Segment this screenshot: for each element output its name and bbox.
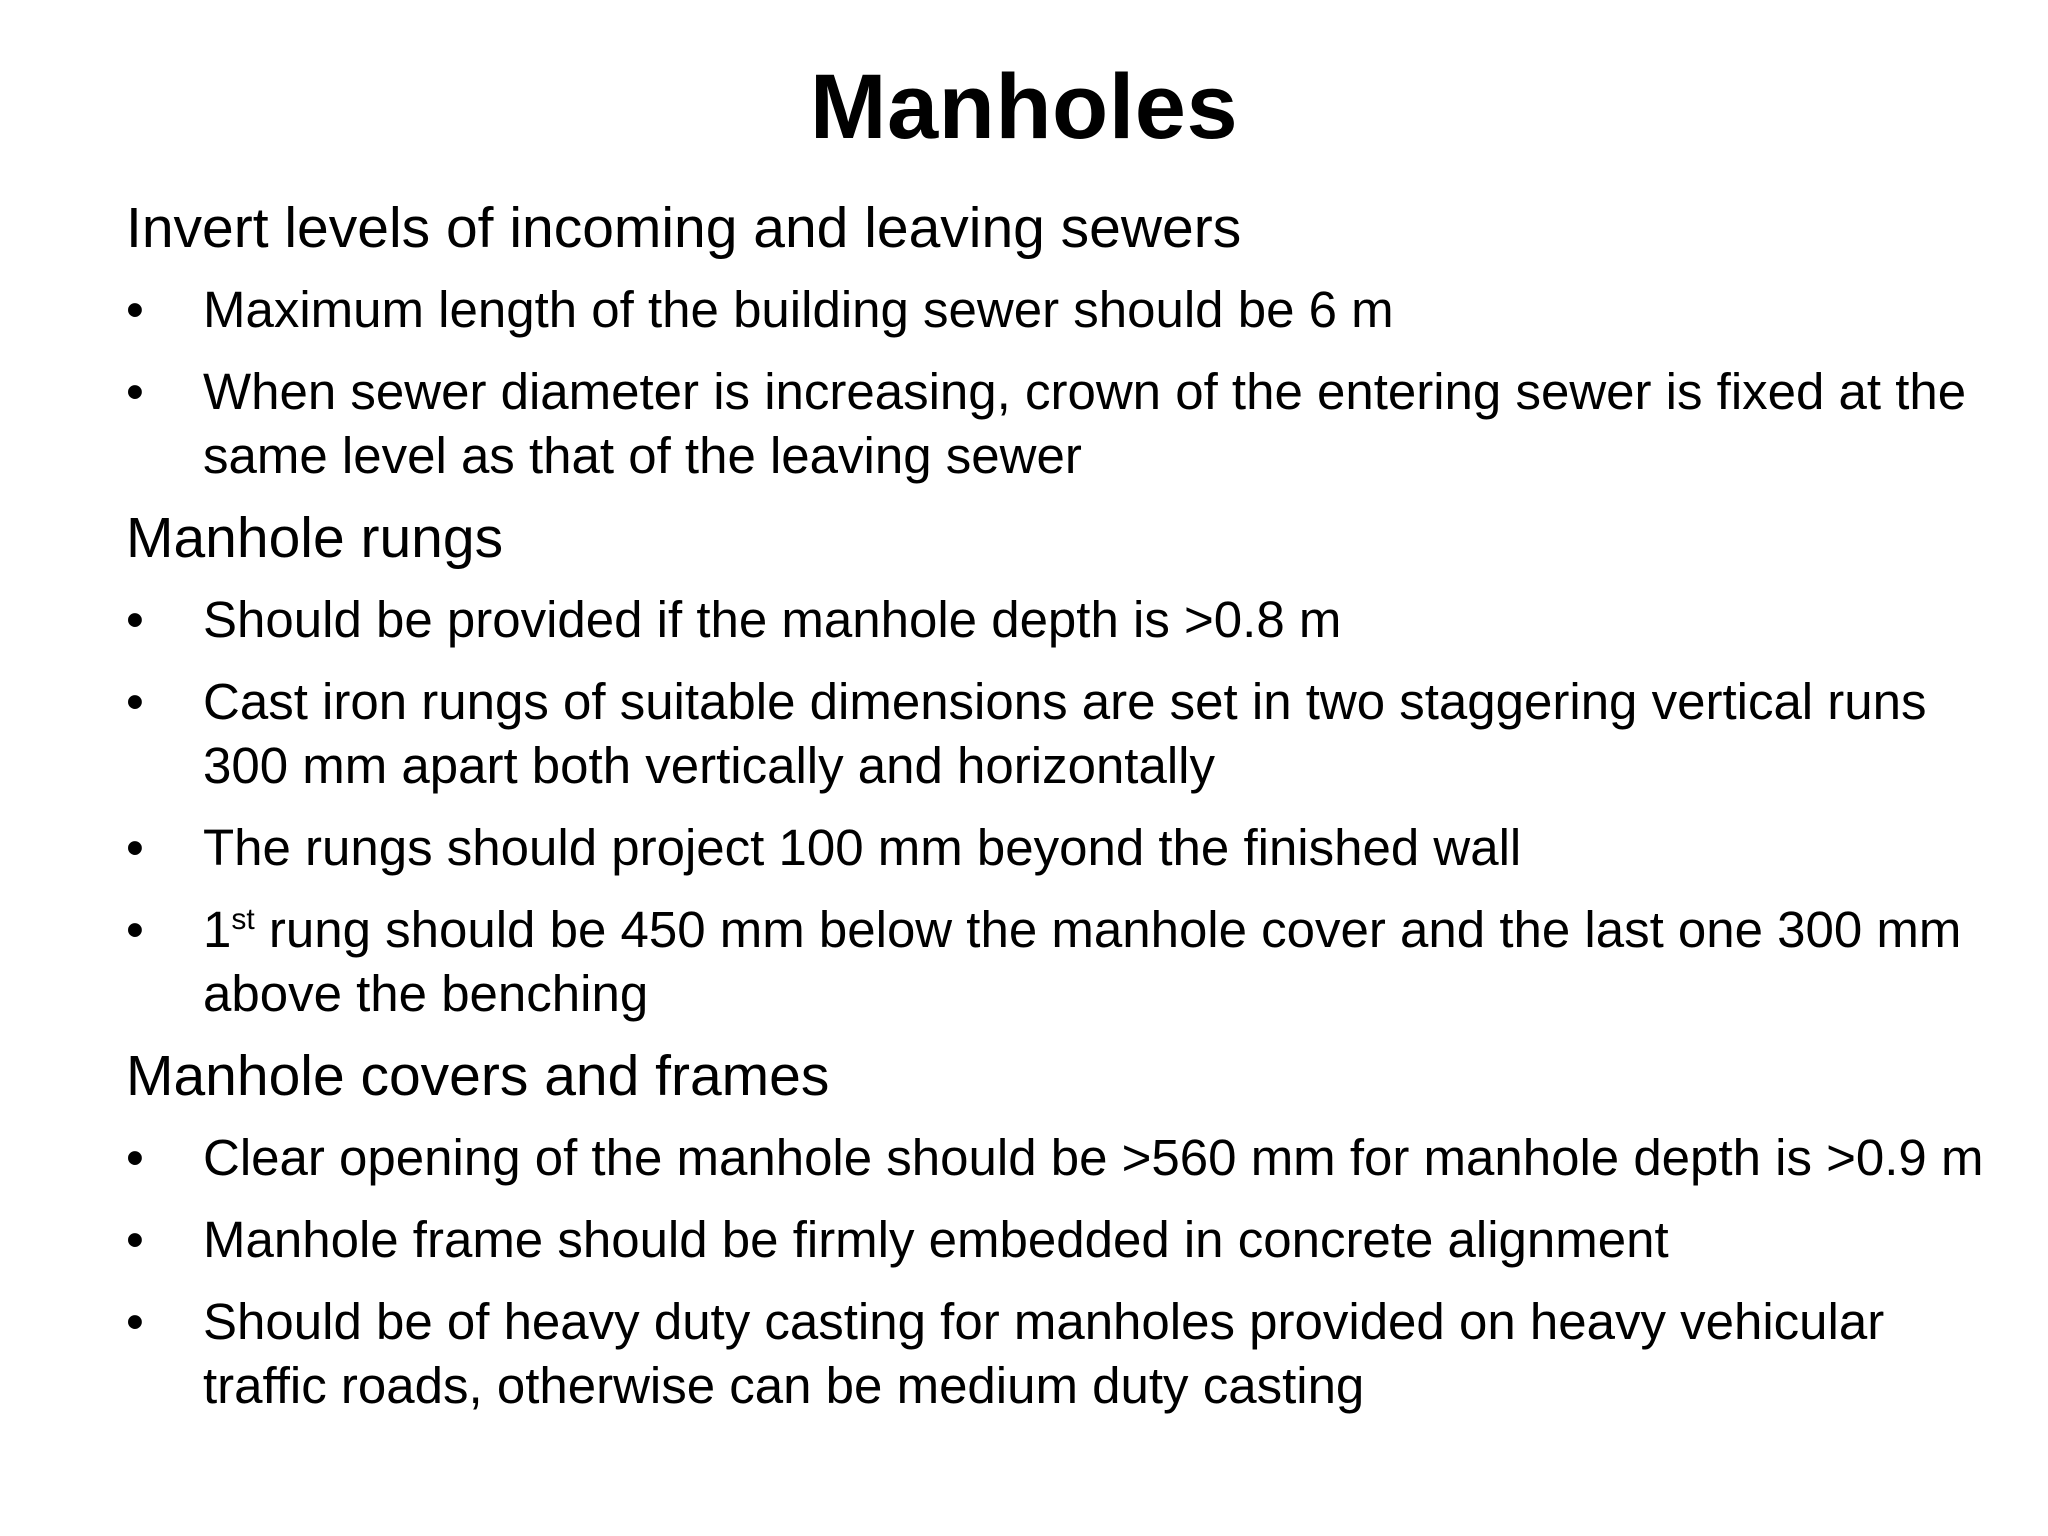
section-heading: Manhole rungs xyxy=(126,506,504,570)
section-covers-frames xyxy=(126,1044,1986,1418)
section-invert-levels xyxy=(126,196,1986,488)
bullet-list xyxy=(126,1126,1986,1418)
section-manhole-rungs xyxy=(126,506,1986,1026)
bullet-icon: • xyxy=(126,1293,144,1350)
slide-content xyxy=(126,196,1986,1436)
bullet-icon: • xyxy=(126,591,144,648)
bullet-text: Manhole frame should be firmly embedded in concrete alignment xyxy=(203,1211,1669,1268)
bullet-item xyxy=(126,816,1986,880)
bullet-icon: • xyxy=(126,281,144,338)
bullet-item xyxy=(126,1126,1986,1190)
bullet-text: Clear opening of the manhole should be >560 mm for manhole depth is >0.9 m xyxy=(203,1129,1984,1186)
bullet-icon: • xyxy=(126,1211,144,1268)
slide-title: Manholes xyxy=(809,56,1239,158)
bullet-item xyxy=(126,588,1986,652)
bullet-item xyxy=(126,360,1986,488)
bullet-item xyxy=(126,670,1986,798)
bullet-icon: • xyxy=(126,819,144,876)
bullet-text: Should be of heavy duty casting for manholes provided on heavy vehicular traffic roads, otherwise can be medium duty casting xyxy=(203,1293,1885,1414)
bullet-item xyxy=(126,898,1986,1026)
bullet-item xyxy=(126,1208,1986,1272)
bullet-item xyxy=(126,1290,1986,1418)
bullet-text: Cast iron rungs of suitable dimensions are set in two staggering vertical runs 300 mm apart both vertically and horizontally xyxy=(203,673,1927,794)
ordinal-suffix: st xyxy=(231,903,255,936)
bullet-icon: • xyxy=(126,901,144,958)
bullet-icon: • xyxy=(126,673,144,730)
bullet-icon: • xyxy=(126,1129,144,1186)
bullet-text: The rungs should project 100 mm beyond the finished wall xyxy=(203,819,1522,876)
ordinal-number: 1 xyxy=(203,901,232,958)
bullet-text xyxy=(203,901,1961,1022)
section-heading: Manhole covers and frames xyxy=(126,1044,830,1108)
bullet-text: Maximum length of the building sewer should be 6 m xyxy=(203,281,1394,338)
bullet-text: Should be provided if the manhole depth is >0.8 m xyxy=(203,591,1342,648)
bullet-item xyxy=(126,278,1986,342)
section-heading: Invert levels of incoming and leaving sewers xyxy=(126,196,1242,260)
bullet-icon: • xyxy=(126,363,144,420)
bullet-text-rest: rung should be 450 mm below the manhole cover and the last one 300 mm above the benching xyxy=(203,901,1962,1022)
bullet-list xyxy=(126,588,1986,1026)
bullet-text: When sewer diameter is increasing, crown of the entering sewer is fixed at the same level as that of the leaving sewer xyxy=(203,363,1967,484)
bullet-list xyxy=(126,278,1986,488)
